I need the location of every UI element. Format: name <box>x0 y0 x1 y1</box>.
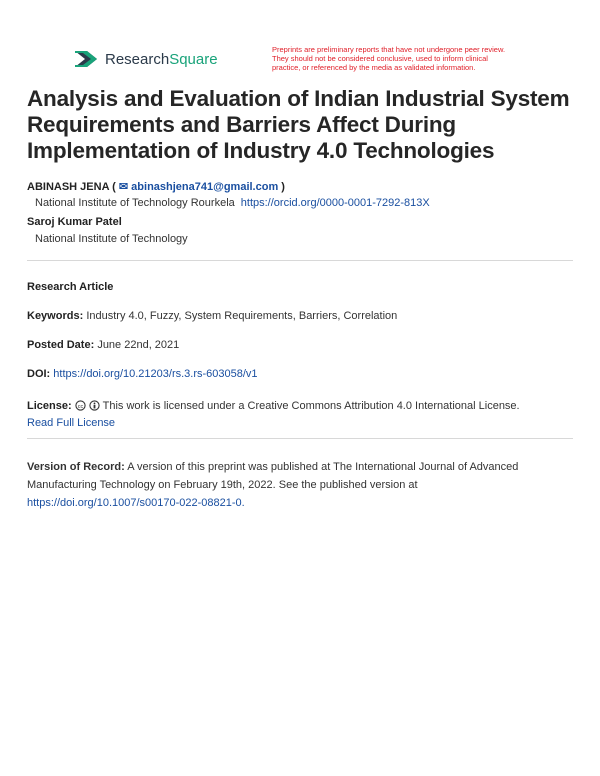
posted-date: Posted Date: June 22nd, 2021 <box>27 339 180 351</box>
doi: DOI: https://doi.org/10.21203/rs.3.rs-603058/v1 <box>27 368 258 380</box>
author-1-affiliation <box>35 197 430 209</box>
research-square-logo-icon <box>73 48 99 70</box>
author-1: ABINASH JENA ( ✉ abinashjena741@gmail.com ) <box>27 181 285 193</box>
preprint-notice: Preprints are preliminary reports that have not undergone peer review. They should not be considered conclusive, used to inform clinical practice, or referenced by the media as validated information. <box>272 45 506 72</box>
research-square-logo[interactable] <box>73 48 218 70</box>
orcid-link[interactable]: https://orcid.org/0000-0001-7292-813X <box>240 197 430 209</box>
version-of-record: Version of Record: A version of this preprint was published at The International Journal of Advanced Manufacturing Technology on February 19th, 2022. See the published version at https://doi.org/10.1007/s00170-022-08821-0. <box>27 461 519 509</box>
author-1-name: ABINASH JENA <box>27 181 110 193</box>
author-2-affiliation: National Institute of Technology <box>35 233 188 245</box>
doi-link[interactable]: https://doi.org/10.21203/rs.3.rs-603058/v1 <box>53 368 258 380</box>
logo-wordmark: ResearchSquare <box>105 50 218 68</box>
svg-text:cc: cc <box>77 403 83 410</box>
cc-by-icon <box>89 400 100 411</box>
paper-title: Analysis and Evaluation of Indian Industrial System Requirements and Barriers Affect During Implementation of Industry 4.0 Technologies <box>27 86 570 163</box>
divider <box>27 438 573 439</box>
read-full-license-link[interactable]: Read Full License <box>27 417 116 429</box>
published-version-link[interactable]: https://doi.org/10.1007/s00170-022-08821-0. <box>27 497 245 509</box>
article-type: Research Article <box>27 281 114 293</box>
divider <box>27 260 573 261</box>
cc-license-icon <box>75 400 86 411</box>
author-2-name: Saroj Kumar Patel <box>27 216 122 228</box>
envelope-icon: ✉ <box>118 181 129 193</box>
license: License: cc This work is licensed under a Creative Commons Attribution 4.0 International License. Read Full License <box>27 400 520 429</box>
keywords: Keywords: Industry 4.0, Fuzzy, System Requirements, Barriers, Correlation <box>27 310 398 322</box>
author-1-email-link[interactable]: ✉ abinashjena741@gmail.com <box>118 181 279 193</box>
affiliation-text: National Institute of Technology Rourkela <box>35 197 235 209</box>
